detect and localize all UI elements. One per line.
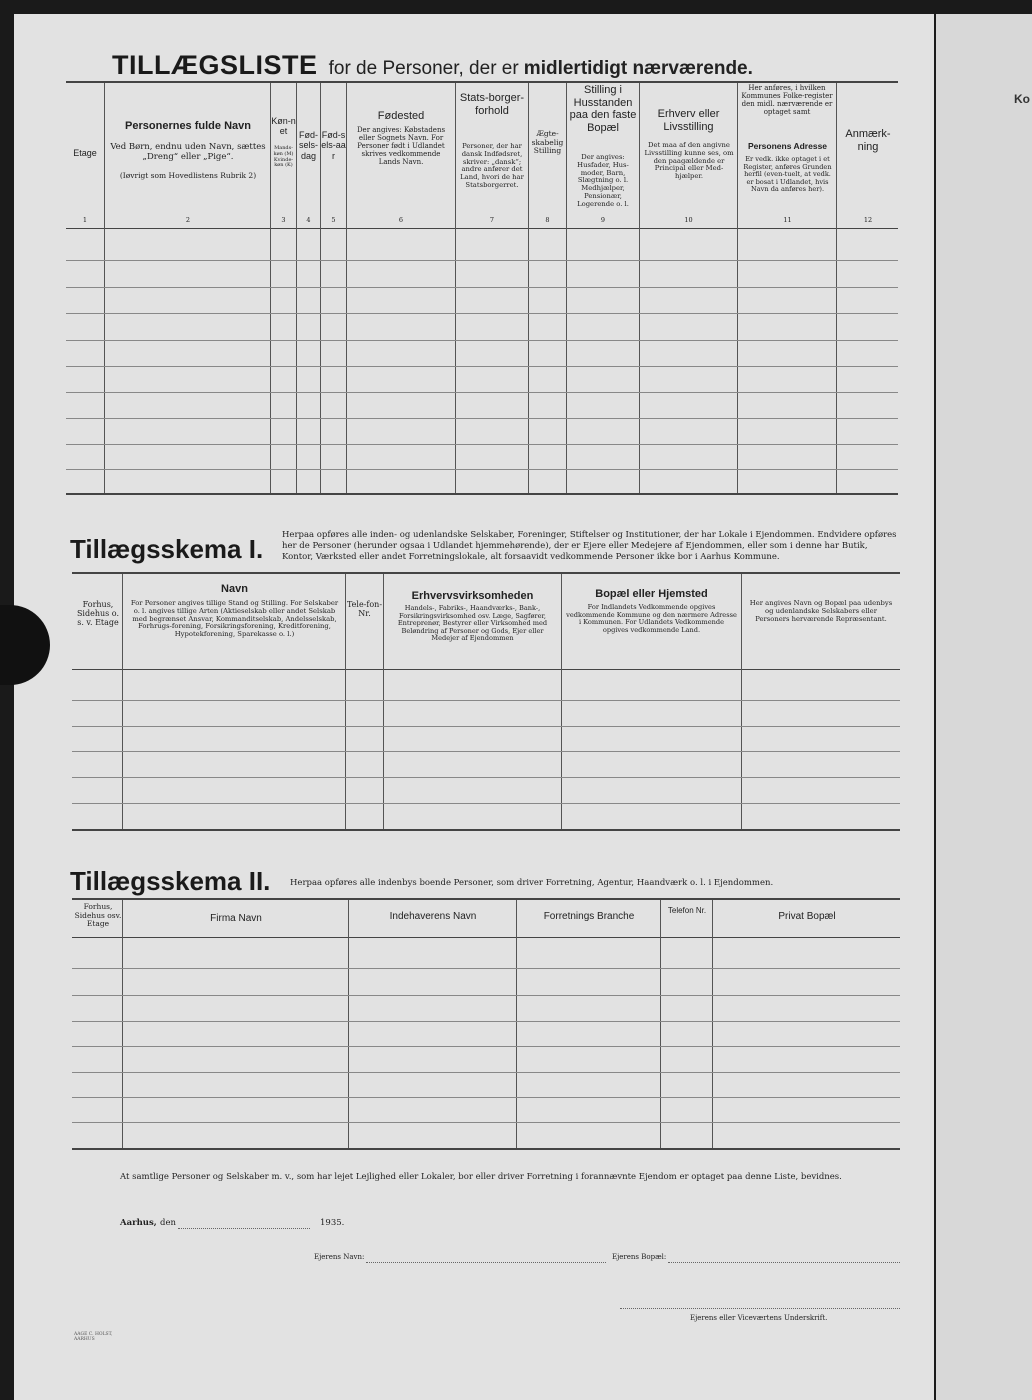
col-marital-head: Ægte-skabelig Stilling <box>531 129 564 156</box>
row-line <box>66 313 898 314</box>
list-header-rule <box>66 228 898 229</box>
col-address-desc-top: Her anføres, i hvilken Kommunes Folke-register den midl. nærværende er optaget samt <box>741 84 833 117</box>
col-occupation-head: Erhverv eller Livsstilling <box>657 108 720 133</box>
list-top-rule <box>66 81 898 83</box>
col-num: 3 <box>281 216 286 224</box>
col-name-note: (Iøvrigt som Hovedlistens Rubrik 2) <box>119 171 257 180</box>
skema2-col-etage: Forhus, Sidehus osv. Etage <box>74 902 122 929</box>
col-num: 2 <box>185 216 191 224</box>
skema1-top-rule <box>72 572 900 574</box>
col-birthplace-head: Fødested <box>377 110 425 122</box>
col-etage-head: Etage <box>73 148 97 158</box>
owner-address-field[interactable] <box>668 1261 900 1263</box>
col-num: 8 <box>545 216 550 224</box>
col-remark-head: Anmærk-ning <box>845 128 891 153</box>
col-sep <box>566 83 567 493</box>
col-sep <box>104 83 105 493</box>
col-sep <box>270 83 271 493</box>
col-num: 7 <box>489 216 495 224</box>
col-sep <box>561 574 562 829</box>
footer-year: 1935. <box>320 1218 345 1228</box>
owner-name-field[interactable] <box>366 1261 606 1263</box>
col-sep <box>122 900 123 1148</box>
col-citizenship-desc: Personer, der har dansk Indfødsret, skriver: „dansk“; andre anfører det Land, hvori de har Statsborgerret. <box>460 142 524 190</box>
adjacent-page-text: Ko <box>1014 92 1030 106</box>
signature-label: Ejerens eller Viceværtens Underskrift. <box>690 1314 828 1322</box>
col-name-desc: Ved Børn, endnu uden Navn, sættes „Dreng“ eller „Pige“. <box>110 142 266 162</box>
row-line <box>72 995 900 996</box>
skema2-intro: Herpaa opføres alle indenbys boende Personer, som driver Forretning, Agentur, Haandværk o. l. i Ejendommen. <box>290 878 774 888</box>
skema1-col-etage: Forhus, Sidehus o. s. v. Etage <box>76 600 120 628</box>
row-line <box>72 1072 900 1073</box>
skema2-col-phone: Telefon Nr. <box>667 906 707 915</box>
skema2-col-branch: Forretnings Branche <box>543 911 635 922</box>
row-line <box>72 726 900 727</box>
skema1-title: Tillægsskema I. <box>70 534 264 564</box>
row-line <box>72 968 900 969</box>
col-sep <box>737 83 738 493</box>
skema1-col-name-head: Navn <box>221 583 248 595</box>
col-sex-desc: Mands-køn (M) Kvinde-køn (K) <box>273 145 294 169</box>
row-line <box>72 1122 900 1123</box>
col-household-head: Stilling i Husstanden paa den faste Bopæl <box>569 84 637 134</box>
skema1-col-residence-head: Bopæl eller Hjemsted <box>595 588 708 600</box>
col-address-head: Personens Adresse <box>747 141 828 151</box>
col-num: 10 <box>684 216 693 224</box>
row-line <box>72 1097 900 1098</box>
col-num: 1 <box>82 216 88 224</box>
row-line <box>72 777 900 778</box>
row-line <box>72 1021 900 1022</box>
skema2-title: Tillægsskema II. <box>70 866 271 896</box>
row-line <box>66 392 898 393</box>
date-field[interactable] <box>178 1227 310 1229</box>
row-line <box>72 1046 900 1047</box>
page-title <box>112 50 753 81</box>
skema1-intro: Herpaa opføres alle inden- og udenlandske Selskaber, Foreninger, Stiftelser og Institutioner, der har Lokale i Ejendommen. Endvidere opføres her de Personer (herunder ogsaa i Udlandet hjemmehørende), der er Ejere eller Medejere af Ejendommen, eller som i denne har Butik, Kontor, Værksted eller andet Forretningslokale, alt forsaavidt vedkommende Personer ikke bor i Aarhus Kommune. <box>282 530 897 563</box>
col-sep <box>346 83 347 493</box>
col-num: 6 <box>398 216 404 224</box>
footer-den: den <box>160 1218 176 1228</box>
row-line <box>66 260 898 261</box>
skema1-bottom-rule <box>72 829 900 831</box>
col-name-head: Personernes fulde Navn <box>125 120 251 132</box>
skema2-col-address: Privat Bopæl <box>778 911 836 922</box>
row-line <box>72 803 900 804</box>
skema1-col-business-desc: Handels-, Fabriks-, Haandværks-, Bank-, Forsikringsvirksomhed osv. Læge, Sagfører, Entreprenør, Bestyrer eller Virksomhed med Beløndring af Personer og Gods, Ejer eller Medejer af Ejendommen <box>397 604 548 643</box>
col-sep <box>516 900 517 1148</box>
owner-name-label: Ejerens Navn: <box>314 1253 365 1261</box>
row-line <box>66 287 898 288</box>
row-line <box>66 469 898 470</box>
col-sep <box>712 900 713 1148</box>
skema2-top-rule <box>72 898 900 900</box>
col-sex-head: Køn-net <box>271 116 296 137</box>
skema2-col-owner: Indehaverens Navn <box>389 911 477 922</box>
skema2-col-firm: Firma Navn <box>210 913 262 924</box>
skema2-header-rule <box>72 937 900 938</box>
col-sep <box>741 574 742 829</box>
col-household-desc: Der angives: Husfader, Hus-moder, Barn, Slægtning o. l. Medhjælper, Pensionær, Logerende o. l. <box>577 153 629 208</box>
row-line <box>72 751 900 752</box>
col-birthplace-desc: Der angives: Købstadens eller Sognets Navn. For Personer født i Udlandet skrives vedkommende Lands Navn. <box>356 126 446 167</box>
col-sep <box>122 574 123 829</box>
col-sep <box>660 900 661 1148</box>
col-sep <box>383 574 384 829</box>
col-birthday-head: Fød-sels-dag <box>298 130 318 161</box>
row-line <box>66 444 898 445</box>
row-line <box>66 366 898 367</box>
col-citizenship-head: Stats-borger-forhold <box>459 92 525 117</box>
col-birthyear-head: Fød-sels-aar <box>321 130 346 161</box>
title-main: TILLÆGSLISTE <box>112 50 318 80</box>
row-line <box>66 340 898 341</box>
col-num: 5 <box>331 216 336 224</box>
list-bottom-rule <box>66 493 898 495</box>
skema1-col-rep-desc: Her angives Navn og Bopæl paa udenbys og udenlandske Selskabers eller Personers herværende Repræsentant. <box>749 599 893 623</box>
skema1-col-phone: Tele-fon-Nr. <box>346 600 383 619</box>
skema1-col-business-head: Erhvervsvirksomheden <box>411 590 534 602</box>
footer-city: Aarhus, <box>120 1218 157 1228</box>
skema1-header-rule <box>72 669 900 670</box>
col-occupation-desc: Det maa af den angivne Livsstilling kunne ses, om den paagældende er Principal eller Med-hjælper. <box>644 141 734 181</box>
footer-declaration: At samtlige Personer og Selskaber m. v., som har lejet Lejlighed eller Lokaler, bor eller driver Forretning i forannævnte Ejendom er optaget paa denne Liste, bevidnes. <box>120 1172 842 1182</box>
col-sep <box>348 900 349 1148</box>
col-address-desc: Er vedk. ikke optaget i et Register, anføres Grunden herfil (even-tuelt, at vedk. er bosat i Udlandet, hvis Navn da anføres her). <box>743 155 832 194</box>
col-num: 12 <box>863 216 873 224</box>
owner-address-label: Ejerens Bopæl: <box>612 1253 667 1261</box>
col-num: 11 <box>783 216 792 224</box>
skema1-col-name-desc: For Personer angives tillige Stand og Stilling. For Selskaber o. l. angives tillige Arten (Aktieselskab eller andet Selskab med begrænset Ansvar, Kommanditselskab, Andelsselskab, Forhrugs-forening, Forsikringsforening, Kreditforening, Hypotekforening, Sparekasse o. l.) <box>130 599 339 639</box>
skema1-col-residence-desc: For Indlandets Vedkommende opgives vedkommende Kommune og den nærmere Adresse i Kommunen. For Udlandets Vedkommende opgives vedkommende Land. <box>566 603 737 634</box>
col-num: 4 <box>306 216 311 224</box>
adjacent-page <box>936 14 1032 1400</box>
col-sep <box>639 83 640 493</box>
row-line <box>72 700 900 701</box>
printer-imprint: AAGE C. HOLST, AARHUS <box>74 1332 113 1342</box>
title-sub: for de Personer, der er <box>328 58 519 79</box>
signature-field[interactable] <box>620 1307 900 1309</box>
col-sep <box>455 83 456 493</box>
row-line <box>66 418 898 419</box>
skema2-bottom-rule <box>72 1148 900 1150</box>
title-sub-bold: midlertidigt nærværende. <box>523 58 753 79</box>
col-num: 9 <box>600 216 606 224</box>
